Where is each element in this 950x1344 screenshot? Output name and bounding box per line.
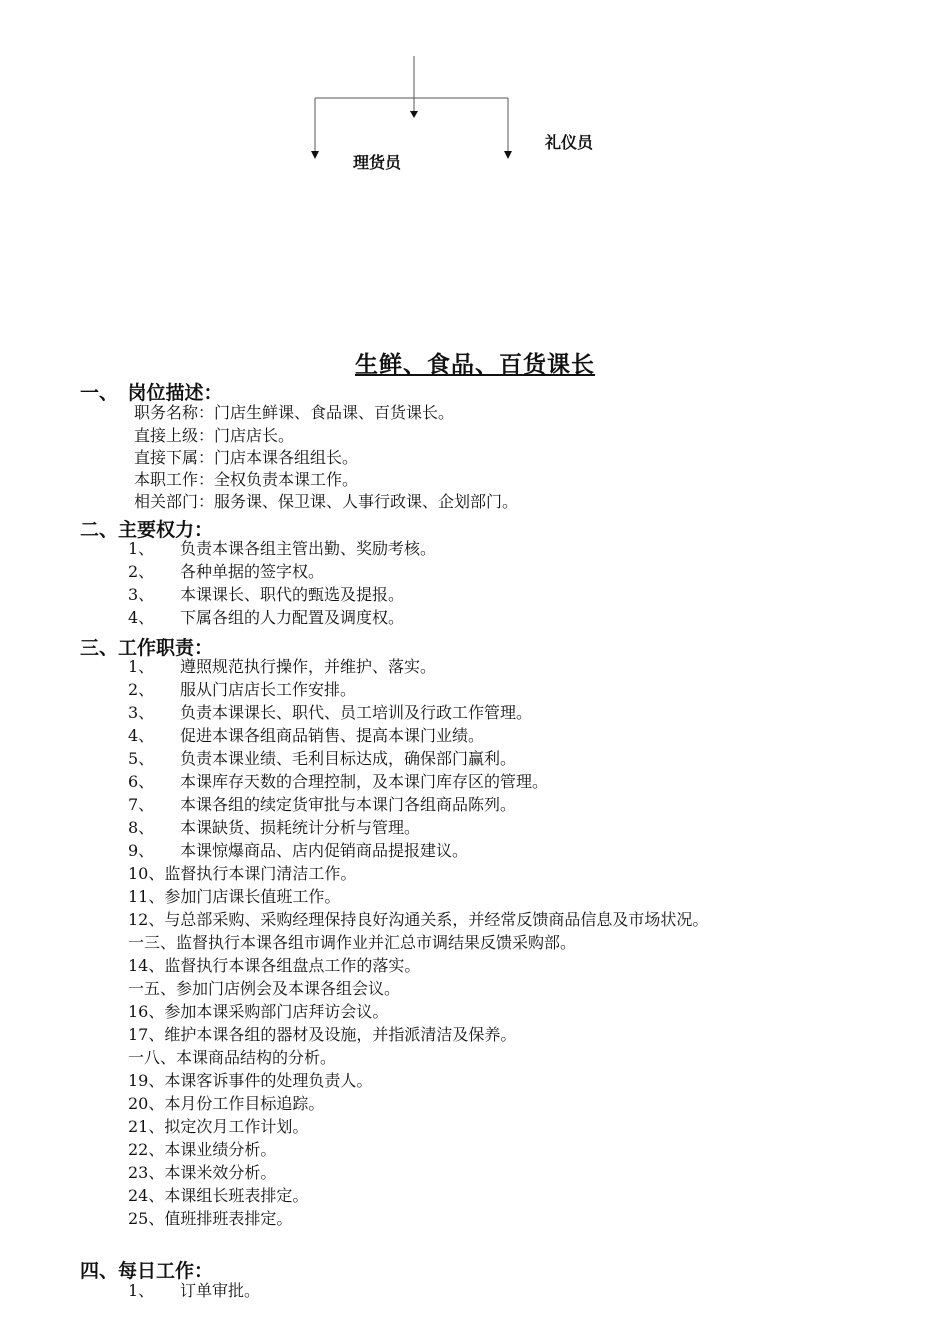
list-item: 24、本课组长班表排定。 [128,1186,309,1205]
arrow-down-icon [504,151,512,159]
list-item: 20、本月份工作目标追踪。 [128,1094,325,1113]
text-line: 直接下属：门店本课各组组长。 [134,448,359,467]
org-node-label: 理货员 [353,153,402,172]
text-line: 本职工作：全权负责本课工作。 [134,470,359,489]
list-item: 2、 各种单据的签字权。 [128,562,325,581]
list-item: 21、拟定次月工作计划。 [128,1117,309,1136]
list-item: 6、 本课库存天数的合理控制，及本课门库存区的管理。 [128,772,549,791]
section-heading: 三、工作职责： [80,637,214,659]
list-item: 3、 负责本课课长、职代、员工培训及行政工作管理。 [128,703,533,722]
list-item: 8、 本课缺货、损耗统计分析与管理。 [128,818,421,837]
arrow-down-icon [410,111,418,118]
list-item: 10、监督执行本课门清洁工作。 [128,864,357,883]
list-item: 一八、本课商品结构的分析。 [128,1048,337,1067]
list-item: 一三、监督执行本课各组市调作业并汇总市调结果反馈采购部。 [128,933,577,952]
list-item: 4、 下属各组的人力配置及调度权。 [128,608,405,627]
list-item: 9、 本课惊爆商品、店内促销商品提报建议。 [128,841,469,860]
list-item: 19、本课客诉事件的处理负责人。 [128,1071,373,1090]
list-item: 3、 本课课长、职代的甄选及提报。 [128,585,405,604]
text-line: 职务名称：门店生鲜课、食品课、百货课长。 [134,403,455,422]
list-item: 2、 服从门店店长工作安排。 [128,680,357,699]
document-title: 生鲜、食品、百货课长 [355,352,595,378]
arrow-down-icon [311,151,319,159]
org-node-label: 礼仪员 [545,133,594,152]
section-heading: 四、每日工作： [80,1260,214,1282]
list-item: 7、 本课各组的续定货审批与本课门各组商品陈列。 [128,795,517,814]
list-item: 22、本课业绩分析。 [128,1140,277,1159]
list-item: 一五、参加门店例会及本课各组会议。 [128,979,401,998]
org-chart [0,0,950,200]
list-item: 12、与总部采购、采购经理保持良好沟通关系，并经常反馈商品信息及市场状况。 [128,910,709,929]
list-item: 16、参加本课采购部门店拜访会议。 [128,1002,389,1021]
section-heading: 一、 岗位描述： [80,382,223,404]
list-item: 25、值班排班表排定。 [128,1209,293,1228]
list-item: 5、 负责本课业绩、毛利目标达成，确保部门赢利。 [128,749,517,768]
text-line: 直接上级：门店店长。 [134,426,295,445]
list-item: 1、 负责本课各组主管出勤、奖励考核。 [128,539,437,558]
text-line: 相关部门：服务课、保卫课、人事行政课、企划部门。 [134,492,519,511]
list-item: 14、监督执行本课各组盘点工作的落实。 [128,956,421,975]
list-item: 17、维护本课各组的器材及设施，并指派清洁及保养。 [128,1025,517,1044]
list-item: 23、本课米效分析。 [128,1163,277,1182]
list-item: 4、 促进本课各组商品销售、提高本课门业绩。 [128,726,485,745]
list-item: 1、 订单审批。 [128,1281,261,1300]
list-item: 11、参加门店课长值班工作。 [128,887,341,906]
list-item: 1、 遵照规范执行操作，并维护、落实。 [128,657,437,676]
org-chart-connectors [0,0,950,200]
section-heading: 二、主要权力： [80,519,214,541]
